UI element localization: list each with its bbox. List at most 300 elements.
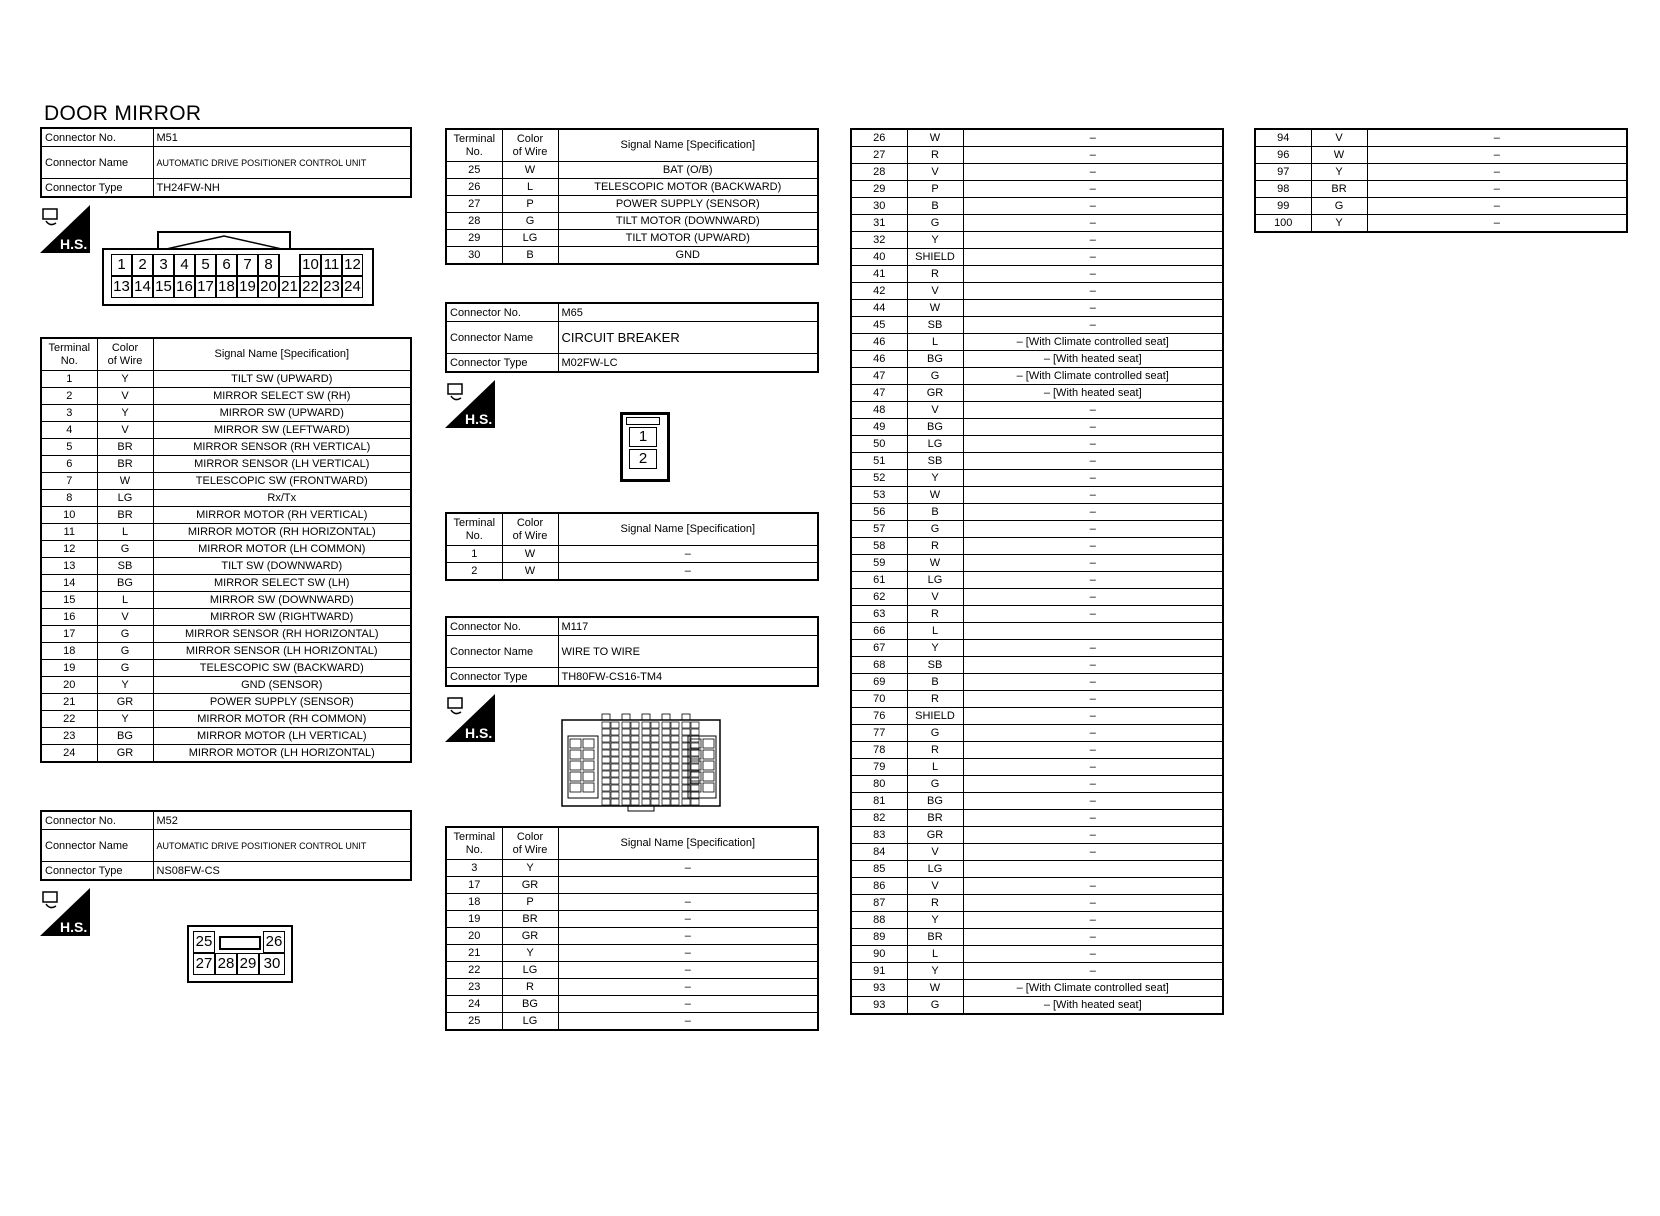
wire-color-cell: Y	[97, 405, 153, 422]
terminal-no-cell: 81	[851, 793, 907, 810]
wire-color-cell: V	[907, 283, 963, 300]
wire-color-cell: B	[907, 198, 963, 215]
terminal-no-cell: 1	[41, 371, 97, 388]
table-row	[41, 643, 411, 660]
terminal-no-cell: 89	[851, 929, 907, 946]
table-row	[41, 507, 411, 524]
wire-color-cell: L	[502, 179, 558, 196]
signal-name-cell: MIRROR SELECT SW (LH)	[153, 575, 411, 592]
signal-name-cell: TILT MOTOR (DOWNWARD)	[558, 213, 818, 230]
signal-name-cell: –	[963, 640, 1223, 657]
signal-name-cell: –	[963, 453, 1223, 470]
terminal-no-header: Terminal No.	[446, 513, 502, 546]
wire-color-cell: G	[97, 626, 153, 643]
signal-name-cell: –	[963, 555, 1223, 572]
harness-side-icon	[40, 888, 90, 936]
table-row	[851, 572, 1223, 589]
wire-color-cell: G	[907, 725, 963, 742]
terminal-no-cell: 91	[851, 963, 907, 980]
m65-terminal-table	[445, 512, 819, 581]
wire-color-cell: P	[502, 196, 558, 213]
connector-no-value: M117	[558, 617, 818, 636]
terminal-no-cell: 45	[851, 317, 907, 334]
signal-name-cell: – [With heated seat]	[963, 997, 1223, 1015]
page-title: DOOR MIRROR	[44, 102, 202, 125]
terminal-no-cell: 28	[446, 213, 502, 230]
svg-text:H.S.: H.S.	[60, 919, 88, 935]
table-row	[851, 725, 1223, 742]
table-row	[851, 181, 1223, 198]
connector-pin: 10	[300, 254, 321, 276]
terminal-no-cell: 67	[851, 640, 907, 657]
terminal-no-cell: 5	[41, 439, 97, 456]
wire-color-cell: V	[907, 589, 963, 606]
wire-color-cell: Y	[907, 963, 963, 980]
wire-color-cell: G	[97, 643, 153, 660]
wire-color-cell: BR	[502, 911, 558, 928]
table-row	[1255, 164, 1627, 181]
wire-color-cell: W	[907, 300, 963, 317]
m65-connector-face	[620, 412, 670, 482]
terminal-no-cell: 13	[41, 558, 97, 575]
table-row	[446, 1013, 818, 1031]
terminal-no-cell: 56	[851, 504, 907, 521]
signal-name-cell: –	[963, 232, 1223, 249]
wire-color-cell: Y	[502, 860, 558, 877]
wire-color-cell: GR	[97, 694, 153, 711]
terminal-no-header: Terminal No.	[446, 827, 502, 860]
wire-color-cell: Y	[97, 711, 153, 728]
wire-color-cell: BR	[907, 929, 963, 946]
table-row	[851, 623, 1223, 640]
signal-name-cell: –	[558, 563, 818, 581]
terminal-no-cell: 47	[851, 385, 907, 402]
table-row	[446, 928, 818, 945]
table-row	[851, 147, 1223, 164]
table-row	[851, 606, 1223, 623]
connector-no-label: Connector No.	[446, 303, 558, 322]
terminal-no-cell: 88	[851, 912, 907, 929]
terminal-no-cell: 20	[41, 677, 97, 694]
signal-name-cell: MIRROR SENSOR (LH HORIZONTAL)	[153, 643, 411, 660]
terminal-no-cell: 18	[41, 643, 97, 660]
terminal-no-cell: 51	[851, 453, 907, 470]
connector-pin: 13	[111, 276, 132, 298]
signal-name-cell: TILT SW (UPWARD)	[153, 371, 411, 388]
terminal-no-cell: 68	[851, 657, 907, 674]
table-row	[446, 563, 818, 581]
terminal-no-cell: 46	[851, 351, 907, 368]
wire-color-cell: LG	[907, 861, 963, 878]
wire-color-cell: W	[907, 555, 963, 572]
wire-color-cell: Y	[1311, 215, 1367, 233]
terminal-no-cell: 23	[446, 979, 502, 996]
connector-pin: 1	[629, 427, 657, 447]
terminal-no-cell: 28	[851, 164, 907, 181]
table-row	[851, 810, 1223, 827]
connector-pin: 2	[629, 449, 657, 469]
table-row	[851, 232, 1223, 249]
connector-name-label: Connector Name	[41, 147, 153, 179]
wire-color-cell: W	[97, 473, 153, 490]
connector-no-label: Connector No.	[41, 128, 153, 147]
table-row	[851, 129, 1223, 147]
signal-name-cell: MIRROR MOTOR (RH COMMON)	[153, 711, 411, 728]
wire-color-cell: GR	[502, 877, 558, 894]
m51-terminal-table	[40, 337, 412, 763]
connector-latch-icon	[156, 230, 292, 250]
wire-color-cell: G	[97, 660, 153, 677]
table-row	[41, 473, 411, 490]
connector-pin: 6	[216, 254, 237, 276]
m117-terminal-table-continued-2	[1254, 128, 1628, 233]
table-row	[851, 895, 1223, 912]
table-row	[41, 592, 411, 609]
wire-color-cell: SB	[907, 317, 963, 334]
wire-color-cell: BR	[97, 456, 153, 473]
table-row	[851, 300, 1223, 317]
terminal-no-cell: 32	[851, 232, 907, 249]
table-row	[851, 385, 1223, 402]
wire-color-cell: V	[97, 609, 153, 626]
table-row	[851, 827, 1223, 844]
connector-type-label: Connector Type	[41, 179, 153, 198]
signal-name-cell: –	[963, 317, 1223, 334]
table-row	[41, 711, 411, 728]
table-row	[41, 388, 411, 405]
wire-color-cell: L	[907, 334, 963, 351]
connector-pin: 16	[174, 276, 195, 298]
wire-color-cell: W	[502, 563, 558, 581]
terminal-no-cell: 82	[851, 810, 907, 827]
terminal-no-cell: 12	[41, 541, 97, 558]
svg-text:H.S.: H.S.	[465, 725, 493, 741]
terminal-no-cell: 78	[851, 742, 907, 759]
signal-name-cell: –	[558, 860, 818, 877]
signal-name-cell: –	[963, 606, 1223, 623]
terminal-no-cell: 15	[41, 592, 97, 609]
wire-color-cell: SB	[907, 453, 963, 470]
terminal-no-cell: 19	[446, 911, 502, 928]
terminal-no-cell: 93	[851, 997, 907, 1015]
table-row	[851, 453, 1223, 470]
terminal-no-cell: 25	[446, 162, 502, 179]
terminal-no-cell: 17	[41, 626, 97, 643]
connector-type-label: Connector Type	[446, 354, 558, 373]
m117-terminal-table	[445, 826, 819, 1031]
table-row	[1255, 215, 1627, 233]
wire-color-cell: GR	[907, 827, 963, 844]
signal-name-cell: –	[558, 945, 818, 962]
table-row	[851, 708, 1223, 725]
m51-connector-info	[40, 127, 412, 198]
wire-color-cell: GR	[502, 928, 558, 945]
signal-name-cell: –	[963, 878, 1223, 895]
signal-name-cell: –	[963, 249, 1223, 266]
m117-connector-face	[560, 712, 724, 812]
harness-side-icon	[445, 380, 495, 428]
table-row	[851, 759, 1223, 776]
signal-name-cell: GND (SENSOR)	[153, 677, 411, 694]
table-row	[446, 877, 818, 894]
wire-color-cell: G	[907, 776, 963, 793]
table-row	[1255, 198, 1627, 215]
terminal-no-cell: 49	[851, 419, 907, 436]
wire-color-cell: L	[907, 623, 963, 640]
m65-connector-info	[445, 302, 819, 373]
signal-name-cell: –	[963, 436, 1223, 453]
connector-no-value: M51	[153, 128, 411, 147]
wire-color-cell: V	[907, 844, 963, 861]
m51-connector-face	[102, 248, 374, 306]
wire-color-cell: P	[907, 181, 963, 198]
table-row	[851, 504, 1223, 521]
wire-color-cell: SHIELD	[907, 249, 963, 266]
terminal-no-cell: 8	[41, 490, 97, 507]
terminal-no-cell: 52	[851, 470, 907, 487]
wire-color-cell: Y	[907, 640, 963, 657]
table-row	[851, 946, 1223, 963]
signal-header: Signal Name [Specification]	[558, 827, 818, 860]
terminal-no-cell: 98	[1255, 181, 1311, 198]
terminal-no-cell: 6	[41, 456, 97, 473]
table-row	[851, 368, 1223, 385]
terminal-no-cell: 10	[41, 507, 97, 524]
table-row	[446, 546, 818, 563]
terminal-no-cell: 29	[446, 230, 502, 247]
table-row	[851, 640, 1223, 657]
terminal-no-cell: 26	[446, 179, 502, 196]
table-row	[41, 609, 411, 626]
terminal-no-cell: 18	[446, 894, 502, 911]
terminal-no-cell: 27	[446, 196, 502, 213]
connector-pin: 22	[300, 276, 321, 298]
table-row	[851, 317, 1223, 334]
signal-name-cell: –	[1367, 181, 1627, 198]
table-row	[851, 436, 1223, 453]
table-row	[851, 691, 1223, 708]
table-row	[446, 247, 818, 265]
wire-color-cell: Y	[97, 371, 153, 388]
connector-name-value: AUTOMATIC DRIVE POSITIONER CONTROL UNIT	[153, 147, 411, 179]
wire-color-cell: G	[502, 213, 558, 230]
connector-name-label: Connector Name	[446, 636, 558, 668]
signal-header: Signal Name [Specification]	[558, 129, 818, 162]
signal-name-cell: –	[963, 402, 1223, 419]
signal-name-cell: –	[963, 470, 1223, 487]
table-row	[41, 541, 411, 558]
table-row	[41, 490, 411, 507]
terminal-no-cell: 23	[41, 728, 97, 745]
wire-color-cell: R	[907, 895, 963, 912]
signal-name-cell: MIRROR SENSOR (LH VERTICAL)	[153, 456, 411, 473]
connector-pin: 21	[279, 276, 300, 298]
signal-name-cell: MIRROR SENSOR (RH VERTICAL)	[153, 439, 411, 456]
table-row	[851, 164, 1223, 181]
signal-name-cell: –	[558, 911, 818, 928]
terminal-no-cell: 21	[446, 945, 502, 962]
signal-name-cell: –	[963, 300, 1223, 317]
wire-color-cell: W	[502, 546, 558, 563]
wire-color-cell: R	[907, 742, 963, 759]
signal-name-cell: GND	[558, 247, 818, 265]
wire-color-cell: Y	[907, 470, 963, 487]
color-header: Color of Wire	[502, 129, 558, 162]
table-row	[851, 878, 1223, 895]
connector-type-value: M02FW-LC	[558, 354, 818, 373]
terminal-no-cell: 44	[851, 300, 907, 317]
wire-color-cell: Y	[1311, 164, 1367, 181]
table-row	[851, 283, 1223, 300]
wire-color-cell: V	[97, 422, 153, 439]
wire-color-cell: BG	[907, 793, 963, 810]
terminal-no-cell: 20	[446, 928, 502, 945]
terminal-no-cell: 27	[851, 147, 907, 164]
wire-color-cell: BG	[907, 419, 963, 436]
wire-color-cell: LG	[502, 1013, 558, 1031]
connector-pin: 1	[111, 254, 132, 276]
terminal-no-cell: 58	[851, 538, 907, 555]
terminal-no-cell: 24	[41, 745, 97, 763]
table-row	[41, 626, 411, 643]
terminal-no-cell: 24	[446, 996, 502, 1013]
wire-color-cell: G	[1311, 198, 1367, 215]
wire-color-cell: V	[1311, 129, 1367, 147]
table-row	[851, 861, 1223, 878]
wire-color-cell: BR	[97, 507, 153, 524]
wire-color-cell: SHIELD	[907, 708, 963, 725]
signal-name-cell: –	[558, 1013, 818, 1031]
table-row	[851, 997, 1223, 1015]
table-row	[41, 371, 411, 388]
terminal-no-cell: 25	[446, 1013, 502, 1031]
wire-color-cell: BG	[97, 575, 153, 592]
signal-name-cell: MIRROR MOTOR (LH COMMON)	[153, 541, 411, 558]
signal-name-cell: – [With Climate controlled seat]	[963, 980, 1223, 997]
wire-color-cell: V	[907, 164, 963, 181]
terminal-no-cell: 99	[1255, 198, 1311, 215]
connector-pin: 24	[342, 276, 363, 298]
table-row	[851, 521, 1223, 538]
table-row	[851, 742, 1223, 759]
table-row	[851, 674, 1223, 691]
table-row	[851, 266, 1223, 283]
signal-name-cell: –	[963, 419, 1223, 436]
wire-color-cell: B	[907, 674, 963, 691]
signal-name-cell	[558, 877, 818, 894]
terminal-no-cell: 3	[41, 405, 97, 422]
table-row	[851, 929, 1223, 946]
connector-pin: 11	[321, 254, 342, 276]
signal-name-cell	[963, 623, 1223, 640]
signal-name-cell: –	[963, 946, 1223, 963]
terminal-no-cell: 22	[446, 962, 502, 979]
wire-color-cell: Y	[502, 945, 558, 962]
signal-name-cell: – [With heated seat]	[963, 385, 1223, 402]
wire-color-cell: L	[97, 524, 153, 541]
table-row	[446, 945, 818, 962]
signal-name-cell: MIRROR SW (LEFTWARD)	[153, 422, 411, 439]
table-row	[446, 179, 818, 196]
table-row	[851, 334, 1223, 351]
terminal-no-cell: 80	[851, 776, 907, 793]
connector-pin: 14	[132, 276, 153, 298]
connector-pin: 5	[195, 254, 216, 276]
signal-name-cell: –	[963, 538, 1223, 555]
connector-name-value: CIRCUIT BREAKER	[558, 322, 818, 354]
wire-color-cell: GR	[907, 385, 963, 402]
wire-color-cell: R	[907, 266, 963, 283]
color-header: Color of Wire	[502, 513, 558, 546]
terminal-no-cell: 17	[446, 877, 502, 894]
m52-connector-face	[187, 925, 293, 983]
connector-type-value: NS08FW-CS	[153, 862, 411, 881]
signal-name-cell: –	[1367, 129, 1627, 147]
terminal-no-header: Terminal No.	[41, 338, 97, 371]
terminal-no-cell: 70	[851, 691, 907, 708]
terminal-no-cell: 59	[851, 555, 907, 572]
signal-name-cell: BAT (O/B)	[558, 162, 818, 179]
connector-pin: 20	[258, 276, 279, 298]
signal-name-cell: –	[963, 266, 1223, 283]
wire-color-cell: BG	[907, 351, 963, 368]
table-row	[446, 196, 818, 213]
signal-name-cell: –	[963, 164, 1223, 181]
terminal-no-cell: 3	[446, 860, 502, 877]
connector-pin: 30	[259, 953, 285, 975]
table-row	[851, 589, 1223, 606]
connector-pin: 2	[132, 254, 153, 276]
signal-name-cell: –	[1367, 215, 1627, 233]
terminal-no-cell: 84	[851, 844, 907, 861]
signal-header: Signal Name [Specification]	[153, 338, 411, 371]
color-header: Color of Wire	[502, 827, 558, 860]
m117-terminal-table-continued	[850, 128, 1224, 1015]
table-row	[446, 213, 818, 230]
connector-pin: 15	[153, 276, 174, 298]
terminal-no-cell: 94	[1255, 129, 1311, 147]
terminal-no-cell: 16	[41, 609, 97, 626]
connector-no-label: Connector No.	[446, 617, 558, 636]
table-row	[41, 677, 411, 694]
signal-name-cell: TILT MOTOR (UPWARD)	[558, 230, 818, 247]
signal-name-cell: –	[963, 759, 1223, 776]
connector-no-label: Connector No.	[41, 811, 153, 830]
signal-name-cell: MIRROR SENSOR (RH HORIZONTAL)	[153, 626, 411, 643]
m117-connector-info	[445, 616, 819, 687]
terminal-no-cell: 11	[41, 524, 97, 541]
signal-name-cell: –	[963, 487, 1223, 504]
terminal-no-cell: 97	[1255, 164, 1311, 181]
table-row	[851, 980, 1223, 997]
harness-side-icon	[445, 694, 495, 742]
signal-name-cell: –	[963, 129, 1223, 147]
connector-type-value: TH24FW-NH	[153, 179, 411, 198]
terminal-no-cell: 47	[851, 368, 907, 385]
terminal-no-cell: 90	[851, 946, 907, 963]
table-row	[446, 230, 818, 247]
connector-pin: 18	[216, 276, 237, 298]
terminal-no-cell: 87	[851, 895, 907, 912]
table-row	[41, 439, 411, 456]
signal-name-cell: MIRROR SW (DOWNWARD)	[153, 592, 411, 609]
terminal-no-cell: 93	[851, 980, 907, 997]
wire-color-cell: Y	[907, 912, 963, 929]
wire-color-cell: R	[907, 691, 963, 708]
signal-name-cell: MIRROR MOTOR (LH VERTICAL)	[153, 728, 411, 745]
wire-color-cell: R	[907, 538, 963, 555]
table-row	[851, 402, 1223, 419]
